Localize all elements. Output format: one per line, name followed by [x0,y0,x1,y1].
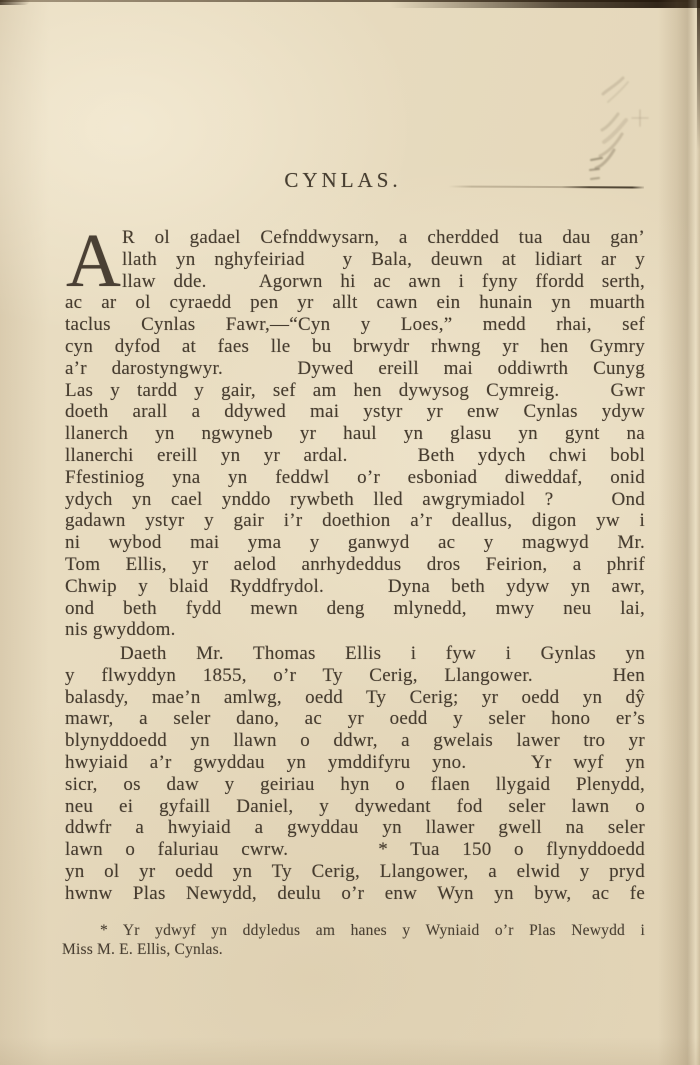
text-line: Ffestiniog yna yn feddwl o’r esboniad diweddaf, onid [65,466,645,488]
text-line: llaw dde. Agorwn hi ac awn i fyny ffordd serth, [122,270,645,292]
text-line: yn ol yr oedd yn Ty Cerig, Llangower, a elwid y pryd [65,860,645,882]
text-line: y flwyddyn 1855, o’r Ty Cerig, Llangower. Hen [65,664,645,686]
text-line: llanerch yn ngwyneb yr haul yn glasu yn gynt na [65,423,645,445]
chapter-title: CYNLAS. [284,168,402,192]
text-line: blynyddoedd yn llawn o ddwr, a gwelais lawer tro yr [65,730,645,752]
text-line: nis gwyddom. [65,619,176,641]
text-line: Tom Ellis, yr aelod anrhydeddus dros Feirion, a phrif [65,553,645,575]
text-line: doeth arall a ddywed mai ystyr yr enw Cynlas ydyw [65,401,645,423]
page-edge-shadow [658,0,700,1065]
footnote-line: Miss M. E. Ellis, Cynlas. [62,941,223,958]
scan-edge-top-right [390,0,700,8]
text-line: neu ei gyfaill Daniel, y dywedant fod seler lawn o [65,795,645,817]
text-line: ddwfr a hwyiaid a gwyddau yn llawer gwell na seler [65,817,645,839]
text-line: ydych yn cael ynddo rywbeth lled awgrymiadol ? Ond [65,488,645,510]
text-line: ac ar ol cyraedd pen yr allt cawn ein hunain yn muarth [65,292,645,314]
text-line: llanerchi ereill yn yr ardal. Beth ydych chwi bobl [65,444,645,466]
text-line: R ol gadael Cefnddwysarn, a cherdded tua dau gan’ [122,227,645,248]
text-line: taclus Cynlas Fawr,—“Cyn y Loes,” medd rhai, sef [65,314,645,336]
text-line: Chwip y blaid Ryddfrydol. Dyna beth ydyw yn awr, [65,575,645,597]
page-bottom-shading [0,1037,700,1065]
text-line: llath yn nghyfeiriad y Bala, deuwn at lidiart ar y [122,248,645,270]
text-line: cyn dyfod at faes lle bu brwydr rhwng yr hen Gymry [65,335,645,357]
text-line: sicr, os daw y geiriau hyn o flaen llygaid Plenydd, [65,773,645,795]
footnote-line: * Yr ydwyf yn ddyledus am hanes y Wyniaid o’r Plas Newydd i [100,922,645,939]
scan-corner-top-left [0,0,30,5]
text-line: ond beth fydd mewn deng mlynedd, mwy neu lai, [65,597,645,619]
text-line: Daeth Mr. Thomas Ellis i fyw i Gynlas yn [120,643,645,664]
text-line: hwnw Plas Newydd, deulu o’r enw Wyn yn byw, ac fe [65,882,645,904]
footnote [62,921,645,959]
paragraph-1 [65,219,645,641]
text-line: lawn o faluriau cwrw. * Tua 150 o flynyddoedd [65,839,645,861]
text-line: mawr, a seler dano, ac yr oedd y seler hono er’s [65,708,645,730]
text-line: ni wybod mai yma y ganwyd ac y magwyd Mr. [65,532,645,554]
drop-cap: A [66,219,121,303]
text-line: gadawn ystyr y gair i’r doethion a’r deallus, digon yw i [65,510,645,532]
text-line: hwyiaid a’r gwyddau yn ymddifyru yno. Yr wyf yn [65,751,645,773]
text-line: balasdy, mae’n amlwg, oedd Ty Cerig; yr oedd yn dŷ [65,686,645,708]
text-line: a’r darostyngwyr. Dywed ereill mai oddiwrth Cunyg [65,357,645,379]
text-line: Las y tardd y gair, sef am hen dywysog Cymreig. Gwr [65,379,645,401]
paragraph-2 [65,643,645,905]
